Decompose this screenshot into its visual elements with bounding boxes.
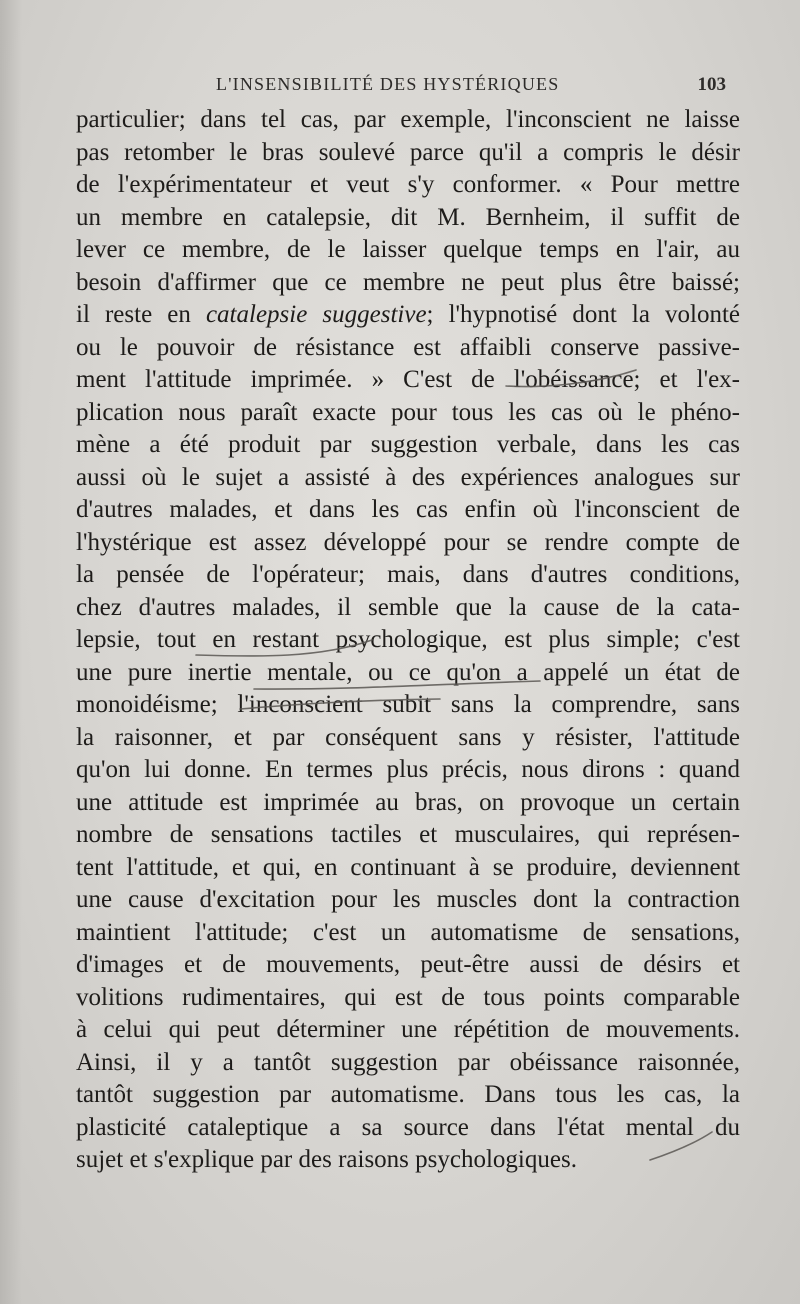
- text-line: chez d'autres malades, il semble que la cause de la cata-: [76, 593, 740, 621]
- text-line: à celui qui peut déterminer une répétition de mouvements.: [76, 1016, 740, 1043]
- text-line: monoidéisme; l'inconscient subit sans la comprendre, sans: [76, 691, 740, 718]
- text-line: une cause d'excitation pour les muscles dont la contraction: [76, 886, 740, 913]
- text-line: un membre en catalepsie, dit M. Bernheim, il suffit de: [76, 203, 740, 231]
- text-line: particulier; dans tel cas, par exemple, l'inconscient ne laisse: [76, 106, 740, 133]
- text-line: volitions rudimentaires, qui est de tous points comparable: [76, 983, 740, 1011]
- text-line: plication nous paraît exacte pour tous les cas où le phéno-: [76, 398, 740, 426]
- page-header: [76, 74, 726, 104]
- text-line: la pensée de l'opérateur; mais, dans d'autres conditions,: [76, 561, 740, 588]
- italic-term: catalepsie suggestive: [205, 301, 427, 328]
- text-line: sujet et s'explique par des raisons psychologiques.: [76, 1146, 577, 1173]
- text-line: [76, 299, 740, 332]
- text-line: une attitude est imprimée au bras, on provoque un certain: [76, 788, 740, 816]
- text-line: nombre de sensations tactiles et musculaires, qui représen-: [76, 821, 740, 848]
- text-line: pas retomber le bras soulevé parce qu'il a compris le désir: [76, 138, 740, 166]
- text-line: une pure inertie mentale, ou ce qu'on a appelé un état de: [76, 658, 740, 686]
- text-line: l'hystérique est assez développé pour se rendre compte de: [76, 528, 740, 556]
- text-line: maintient l'attitude; c'est un automatisme de sensations,: [76, 918, 740, 946]
- body-paragraph: [76, 104, 740, 1177]
- text-line: la raisonner, et par conséquent sans y résister, l'attitude: [76, 723, 740, 751]
- text-line: de l'expérimentateur et veut s'y conformer. « Pour mettre: [76, 171, 740, 198]
- text-line: plasticité cataleptique a sa source dans l'état mental du: [76, 1113, 740, 1141]
- text-line: qu'on lui donne. En termes plus précis, nous dirons : quand: [76, 756, 740, 783]
- running-title: L'INSENSIBILITÉ DES HYSTÉRIQUES: [216, 74, 560, 94]
- text-line: Ainsi, il y a tantôt suggestion par obéissance raisonnée,: [76, 1048, 740, 1076]
- page-number: 103: [697, 74, 726, 95]
- text-line: mène a été produit par suggestion verbale, dans les cas: [76, 431, 740, 458]
- text-line: besoin d'affirmer que ce membre ne peut plus être baissé;: [76, 268, 740, 296]
- text-line: tent l'attitude, et qui, en continuant à se produire, deviennent: [76, 853, 740, 881]
- text-line: lepsie, tout en restant psychologique, est plus simple; c'est: [76, 626, 740, 653]
- text-line: ou le pouvoir de résistance est affaibli conserve passive-: [76, 333, 740, 361]
- text-line: ment l'attitude imprimée. » C'est de l'obéissance; et l'ex-: [76, 366, 740, 393]
- text-segment: il reste en: [76, 301, 206, 328]
- text-segment: ; l'hypnotisé dont la volonté: [426, 301, 740, 328]
- text-line: aussi où le sujet a assisté à des expériences analogues sur: [76, 463, 740, 491]
- text-line: d'autres malades, et dans les cas enfin où l'inconscient de: [76, 496, 740, 523]
- text-line: d'images et de mouvements, peut-être aussi de désirs et: [76, 951, 740, 978]
- text-line: lever ce membre, de le laisser quelque temps en l'air, au: [76, 236, 740, 263]
- page-shadow-edge: [0, 0, 22, 1304]
- text-line: tantôt suggestion par automatisme. Dans tous les cas, la: [76, 1081, 740, 1108]
